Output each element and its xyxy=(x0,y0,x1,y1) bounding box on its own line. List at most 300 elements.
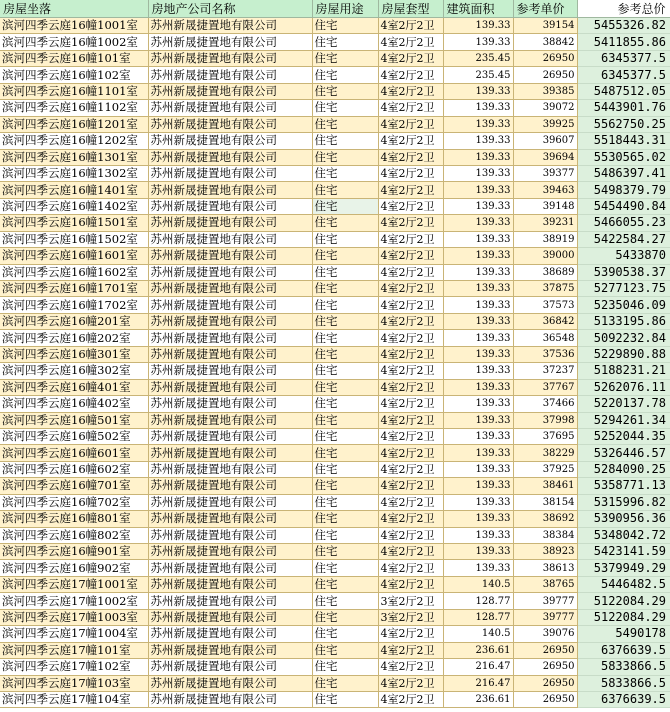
cell-total-price[interactable]: 5455326.82 xyxy=(577,18,670,34)
cell-total-price[interactable]: 5220137.78 xyxy=(577,396,670,412)
cell-location[interactable]: 滨河四季云庭17幢103室 xyxy=(0,675,148,691)
cell-usage[interactable]: 住宅 xyxy=(312,231,378,247)
cell-layout[interactable]: 4室2厅2卫 xyxy=(378,511,443,527)
cell-usage[interactable]: 住宅 xyxy=(312,675,378,691)
cell-layout[interactable]: 4室2厅2卫 xyxy=(378,412,443,428)
cell-unit-price[interactable]: 39925 xyxy=(513,116,577,132)
cell-location[interactable]: 滨河四季云庭16幢1301室 xyxy=(0,149,148,165)
cell-area[interactable]: 235.45 xyxy=(443,67,513,83)
cell-company[interactable]: 苏州新晟捷置地有限公司 xyxy=(148,116,312,132)
cell-unit-price[interactable]: 38689 xyxy=(513,264,577,280)
cell-layout[interactable]: 4室2厅2卫 xyxy=(378,478,443,494)
cell-usage[interactable]: 住宅 xyxy=(312,198,378,214)
cell-area[interactable]: 139.33 xyxy=(443,494,513,510)
cell-layout[interactable]: 4室2厅2卫 xyxy=(378,231,443,247)
cell-company[interactable]: 苏州新晟捷置地有限公司 xyxy=(148,231,312,247)
cell-location[interactable]: 滨河四季云庭16幢1401室 xyxy=(0,182,148,198)
cell-area[interactable]: 139.33 xyxy=(443,215,513,231)
cell-location[interactable]: 滨河四季云庭16幢402室 xyxy=(0,396,148,412)
cell-company[interactable]: 苏州新晟捷置地有限公司 xyxy=(148,609,312,625)
cell-layout[interactable]: 4室2厅2卫 xyxy=(378,675,443,691)
cell-layout[interactable]: 4室2厅2卫 xyxy=(378,313,443,329)
header-total-price[interactable]: 参考总价 xyxy=(577,0,670,18)
cell-total-price[interactable]: 5490178 xyxy=(577,626,670,642)
cell-layout[interactable]: 4室2厅2卫 xyxy=(378,626,443,642)
cell-area[interactable]: 236.61 xyxy=(443,691,513,707)
cell-unit-price[interactable]: 37466 xyxy=(513,396,577,412)
cell-usage[interactable]: 住宅 xyxy=(312,18,378,34)
cell-usage[interactable]: 住宅 xyxy=(312,461,378,477)
cell-company[interactable]: 苏州新晟捷置地有限公司 xyxy=(148,626,312,642)
cell-location[interactable]: 滨河四季云庭16幢501室 xyxy=(0,412,148,428)
cell-usage[interactable]: 住宅 xyxy=(312,511,378,527)
cell-unit-price[interactable]: 37536 xyxy=(513,346,577,362)
cell-unit-price[interactable]: 36842 xyxy=(513,313,577,329)
cell-layout[interactable]: 4室2厅2卫 xyxy=(378,330,443,346)
cell-area[interactable]: 139.33 xyxy=(443,100,513,116)
cell-total-price[interactable]: 5092232.84 xyxy=(577,330,670,346)
cell-layout[interactable]: 4室2厅2卫 xyxy=(378,461,443,477)
cell-company[interactable]: 苏州新晟捷置地有限公司 xyxy=(148,478,312,494)
cell-unit-price[interactable]: 37998 xyxy=(513,412,577,428)
cell-company[interactable]: 苏州新晟捷置地有限公司 xyxy=(148,593,312,609)
cell-layout[interactable]: 4室2厅2卫 xyxy=(378,445,443,461)
cell-unit-price[interactable]: 38923 xyxy=(513,544,577,560)
cell-total-price[interactable]: 5122084.29 xyxy=(577,593,670,609)
cell-company[interactable]: 苏州新晟捷置地有限公司 xyxy=(148,363,312,379)
cell-total-price[interactable]: 5315996.82 xyxy=(577,494,670,510)
cell-layout[interactable]: 3室2厅2卫 xyxy=(378,593,443,609)
cell-total-price[interactable]: 5446482.5 xyxy=(577,576,670,592)
cell-total-price[interactable]: 5326446.57 xyxy=(577,445,670,461)
cell-usage[interactable]: 住宅 xyxy=(312,297,378,313)
cell-usage[interactable]: 住宅 xyxy=(312,34,378,50)
cell-area[interactable]: 139.33 xyxy=(443,182,513,198)
cell-total-price[interactable]: 5252044.35 xyxy=(577,428,670,444)
cell-area[interactable]: 139.33 xyxy=(443,165,513,181)
cell-layout[interactable]: 4室2厅2卫 xyxy=(378,198,443,214)
cell-location[interactable]: 滨河四季云庭16幢101室 xyxy=(0,50,148,66)
cell-area[interactable]: 139.33 xyxy=(443,297,513,313)
cell-company[interactable]: 苏州新晟捷置地有限公司 xyxy=(148,691,312,707)
cell-total-price[interactable]: 6376639.5 xyxy=(577,642,670,658)
cell-usage[interactable]: 住宅 xyxy=(312,264,378,280)
cell-location[interactable]: 滨河四季云庭16幢502室 xyxy=(0,428,148,444)
cell-usage[interactable]: 住宅 xyxy=(312,659,378,675)
cell-area[interactable]: 139.33 xyxy=(443,116,513,132)
cell-unit-price[interactable]: 26950 xyxy=(513,691,577,707)
cell-unit-price[interactable]: 39385 xyxy=(513,83,577,99)
cell-total-price[interactable]: 6345377.5 xyxy=(577,67,670,83)
cell-unit-price[interactable]: 38842 xyxy=(513,34,577,50)
cell-total-price[interactable]: 5411855.86 xyxy=(577,34,670,50)
cell-area[interactable]: 139.33 xyxy=(443,281,513,297)
cell-location[interactable]: 滨河四季云庭17幢1002室 xyxy=(0,593,148,609)
cell-unit-price[interactable]: 38154 xyxy=(513,494,577,510)
cell-total-price[interactable]: 5433870 xyxy=(577,248,670,264)
cell-total-price[interactable]: 5262076.11 xyxy=(577,379,670,395)
cell-unit-price[interactable]: 38765 xyxy=(513,576,577,592)
cell-location[interactable]: 滨河四季云庭16幢1501室 xyxy=(0,215,148,231)
cell-total-price[interactable]: 5390538.37 xyxy=(577,264,670,280)
cell-company[interactable]: 苏州新晟捷置地有限公司 xyxy=(148,346,312,362)
cell-unit-price[interactable]: 39607 xyxy=(513,133,577,149)
cell-usage[interactable]: 住宅 xyxy=(312,363,378,379)
cell-usage[interactable]: 住宅 xyxy=(312,182,378,198)
cell-layout[interactable]: 4室2厅2卫 xyxy=(378,67,443,83)
cell-location[interactable]: 滨河四季云庭16幢301室 xyxy=(0,346,148,362)
cell-usage[interactable]: 住宅 xyxy=(312,445,378,461)
cell-total-price[interactable]: 5443901.76 xyxy=(577,100,670,116)
cell-usage[interactable]: 住宅 xyxy=(312,428,378,444)
cell-unit-price[interactable]: 37767 xyxy=(513,379,577,395)
cell-location[interactable]: 滨河四季云庭16幢1101室 xyxy=(0,83,148,99)
cell-location[interactable]: 滨河四季云庭16幢302室 xyxy=(0,363,148,379)
header-layout[interactable]: 房屋套型 xyxy=(378,0,443,18)
cell-usage[interactable]: 住宅 xyxy=(312,281,378,297)
cell-total-price[interactable]: 5562750.25 xyxy=(577,116,670,132)
cell-area[interactable]: 139.33 xyxy=(443,231,513,247)
cell-area[interactable]: 139.33 xyxy=(443,346,513,362)
cell-company[interactable]: 苏州新晟捷置地有限公司 xyxy=(148,34,312,50)
cell-area[interactable]: 139.33 xyxy=(443,34,513,50)
cell-layout[interactable]: 4室2厅2卫 xyxy=(378,691,443,707)
cell-location[interactable]: 滨河四季云庭16幢202室 xyxy=(0,330,148,346)
cell-area[interactable]: 128.77 xyxy=(443,609,513,625)
cell-total-price[interactable]: 5518443.31 xyxy=(577,133,670,149)
cell-unit-price[interactable]: 37237 xyxy=(513,363,577,379)
cell-layout[interactable]: 4室2厅2卫 xyxy=(378,264,443,280)
cell-area[interactable]: 139.33 xyxy=(443,544,513,560)
cell-unit-price[interactable]: 39154 xyxy=(513,18,577,34)
cell-total-price[interactable]: 5423141.59 xyxy=(577,544,670,560)
cell-total-price[interactable]: 5466055.23 xyxy=(577,215,670,231)
cell-layout[interactable]: 4室2厅2卫 xyxy=(378,544,443,560)
cell-location[interactable]: 滨河四季云庭16幢1601室 xyxy=(0,248,148,264)
cell-layout[interactable]: 4室2厅2卫 xyxy=(378,182,443,198)
cell-location[interactable]: 滨河四季云庭16幢802室 xyxy=(0,527,148,543)
cell-location[interactable]: 滨河四季云庭17幢104室 xyxy=(0,691,148,707)
cell-company[interactable]: 苏州新晟捷置地有限公司 xyxy=(148,511,312,527)
cell-location[interactable]: 滨河四季云庭16幢1701室 xyxy=(0,281,148,297)
cell-area[interactable]: 236.61 xyxy=(443,642,513,658)
cell-company[interactable]: 苏州新晟捷置地有限公司 xyxy=(148,544,312,560)
cell-layout[interactable]: 4室2厅2卫 xyxy=(378,248,443,264)
header-company[interactable]: 房地产公司名称 xyxy=(148,0,312,18)
cell-area[interactable]: 139.33 xyxy=(443,445,513,461)
cell-usage[interactable]: 住宅 xyxy=(312,412,378,428)
cell-company[interactable]: 苏州新晟捷置地有限公司 xyxy=(148,379,312,395)
cell-company[interactable]: 苏州新晟捷置地有限公司 xyxy=(148,313,312,329)
cell-company[interactable]: 苏州新晟捷置地有限公司 xyxy=(148,642,312,658)
cell-company[interactable]: 苏州新晟捷置地有限公司 xyxy=(148,428,312,444)
cell-location[interactable]: 滨河四季云庭16幢1102室 xyxy=(0,100,148,116)
cell-usage[interactable]: 住宅 xyxy=(312,50,378,66)
cell-location[interactable]: 滨河四季云庭16幢102室 xyxy=(0,67,148,83)
cell-total-price[interactable]: 5530565.02 xyxy=(577,149,670,165)
cell-layout[interactable]: 4室2厅2卫 xyxy=(378,215,443,231)
cell-unit-price[interactable]: 38229 xyxy=(513,445,577,461)
cell-unit-price[interactable]: 37875 xyxy=(513,281,577,297)
cell-unit-price[interactable]: 26950 xyxy=(513,675,577,691)
cell-area[interactable]: 139.33 xyxy=(443,133,513,149)
cell-area[interactable]: 139.33 xyxy=(443,330,513,346)
cell-usage[interactable]: 住宅 xyxy=(312,494,378,510)
cell-location[interactable]: 滨河四季云庭16幢1202室 xyxy=(0,133,148,149)
cell-unit-price[interactable]: 39231 xyxy=(513,215,577,231)
cell-usage[interactable]: 住宅 xyxy=(312,330,378,346)
cell-company[interactable]: 苏州新晟捷置地有限公司 xyxy=(148,281,312,297)
cell-total-price[interactable]: 5133195.86 xyxy=(577,313,670,329)
header-location[interactable]: 房屋坐落 xyxy=(0,0,148,18)
cell-usage[interactable]: 住宅 xyxy=(312,527,378,543)
cell-area[interactable]: 235.45 xyxy=(443,50,513,66)
cell-layout[interactable]: 4室2厅2卫 xyxy=(378,116,443,132)
cell-total-price[interactable]: 5229890.88 xyxy=(577,346,670,362)
cell-unit-price[interactable]: 37695 xyxy=(513,428,577,444)
cell-area[interactable]: 139.33 xyxy=(443,313,513,329)
cell-layout[interactable]: 4室2厅2卫 xyxy=(378,297,443,313)
cell-usage[interactable]: 住宅 xyxy=(312,593,378,609)
cell-usage[interactable]: 住宅 xyxy=(312,313,378,329)
cell-total-price[interactable]: 5422584.27 xyxy=(577,231,670,247)
cell-layout[interactable]: 4室2厅2卫 xyxy=(378,346,443,362)
cell-layout[interactable]: 4室2厅2卫 xyxy=(378,659,443,675)
cell-layout[interactable]: 4室2厅2卫 xyxy=(378,428,443,444)
cell-company[interactable]: 苏州新晟捷置地有限公司 xyxy=(148,149,312,165)
cell-area[interactable]: 128.77 xyxy=(443,593,513,609)
cell-layout[interactable]: 4室2厅2卫 xyxy=(378,379,443,395)
cell-unit-price[interactable]: 39377 xyxy=(513,165,577,181)
cell-area[interactable]: 139.33 xyxy=(443,461,513,477)
cell-company[interactable]: 苏州新晟捷置地有限公司 xyxy=(148,445,312,461)
cell-layout[interactable]: 4室2厅2卫 xyxy=(378,560,443,576)
cell-usage[interactable]: 住宅 xyxy=(312,379,378,395)
cell-location[interactable]: 滨河四季云庭16幢1001室 xyxy=(0,18,148,34)
cell-usage[interactable]: 住宅 xyxy=(312,100,378,116)
cell-usage[interactable]: 住宅 xyxy=(312,560,378,576)
cell-area[interactable]: 139.33 xyxy=(443,379,513,395)
cell-company[interactable]: 苏州新晟捷置地有限公司 xyxy=(148,330,312,346)
cell-total-price[interactable]: 5486397.41 xyxy=(577,165,670,181)
cell-area[interactable]: 139.33 xyxy=(443,18,513,34)
cell-company[interactable]: 苏州新晟捷置地有限公司 xyxy=(148,527,312,543)
cell-area[interactable]: 139.33 xyxy=(443,396,513,412)
cell-location[interactable]: 滨河四季云庭16幢601室 xyxy=(0,445,148,461)
cell-location[interactable]: 滨河四季云庭16幢701室 xyxy=(0,478,148,494)
cell-location[interactable]: 滨河四季云庭16幢201室 xyxy=(0,313,148,329)
cell-area[interactable]: 139.33 xyxy=(443,264,513,280)
cell-company[interactable]: 苏州新晟捷置地有限公司 xyxy=(148,297,312,313)
cell-unit-price[interactable]: 38384 xyxy=(513,527,577,543)
cell-area[interactable]: 139.33 xyxy=(443,428,513,444)
cell-layout[interactable]: 4室2厅2卫 xyxy=(378,494,443,510)
cell-layout[interactable]: 4室2厅2卫 xyxy=(378,396,443,412)
cell-area[interactable]: 216.47 xyxy=(443,675,513,691)
cell-area[interactable]: 139.33 xyxy=(443,363,513,379)
cell-area[interactable]: 139.33 xyxy=(443,560,513,576)
header-usage[interactable]: 房屋用途 xyxy=(312,0,378,18)
cell-usage[interactable]: 住宅 xyxy=(312,215,378,231)
cell-unit-price[interactable]: 38461 xyxy=(513,478,577,494)
cell-usage[interactable]: 住宅 xyxy=(312,396,378,412)
cell-company[interactable]: 苏州新晟捷置地有限公司 xyxy=(148,215,312,231)
cell-area[interactable]: 139.33 xyxy=(443,83,513,99)
header-unit-price[interactable]: 参考单价 xyxy=(513,0,577,18)
cell-layout[interactable]: 4室2厅2卫 xyxy=(378,100,443,116)
cell-layout[interactable]: 4室2厅2卫 xyxy=(378,576,443,592)
cell-usage[interactable]: 住宅 xyxy=(312,576,378,592)
cell-area[interactable]: 139.33 xyxy=(443,527,513,543)
cell-usage[interactable]: 住宅 xyxy=(312,544,378,560)
cell-location[interactable]: 滨河四季云庭17幢1001室 xyxy=(0,576,148,592)
cell-layout[interactable]: 4室2厅2卫 xyxy=(378,165,443,181)
cell-company[interactable]: 苏州新晟捷置地有限公司 xyxy=(148,494,312,510)
cell-total-price[interactable]: 6345377.5 xyxy=(577,50,670,66)
cell-unit-price[interactable]: 39463 xyxy=(513,182,577,198)
cell-company[interactable]: 苏州新晟捷置地有限公司 xyxy=(148,248,312,264)
cell-company[interactable]: 苏州新晟捷置地有限公司 xyxy=(148,182,312,198)
cell-unit-price[interactable]: 26950 xyxy=(513,659,577,675)
cell-area[interactable]: 139.33 xyxy=(443,511,513,527)
cell-usage[interactable]: 住宅 xyxy=(312,165,378,181)
cell-location[interactable]: 滨河四季云庭17幢101室 xyxy=(0,642,148,658)
cell-usage[interactable]: 住宅 xyxy=(312,609,378,625)
cell-location[interactable]: 滨河四季云庭17幢1003室 xyxy=(0,609,148,625)
cell-usage[interactable]: 住宅 xyxy=(312,642,378,658)
cell-layout[interactable]: 4室2厅2卫 xyxy=(378,527,443,543)
cell-unit-price[interactable]: 39076 xyxy=(513,626,577,642)
cell-total-price[interactable]: 5284090.25 xyxy=(577,461,670,477)
cell-company[interactable]: 苏州新晟捷置地有限公司 xyxy=(148,165,312,181)
cell-usage[interactable]: 住宅 xyxy=(312,149,378,165)
cell-total-price[interactable]: 5833866.5 xyxy=(577,675,670,691)
cell-total-price[interactable]: 5277123.75 xyxy=(577,281,670,297)
cell-company[interactable]: 苏州新晟捷置地有限公司 xyxy=(148,18,312,34)
cell-total-price[interactable]: 5294261.34 xyxy=(577,412,670,428)
cell-unit-price[interactable]: 39694 xyxy=(513,149,577,165)
cell-unit-price[interactable]: 37573 xyxy=(513,297,577,313)
cell-location[interactable]: 滨河四季云庭16幢901室 xyxy=(0,544,148,560)
cell-company[interactable]: 苏州新晟捷置地有限公司 xyxy=(148,659,312,675)
cell-total-price[interactable]: 6376639.5 xyxy=(577,691,670,707)
cell-layout[interactable]: 4室2厅2卫 xyxy=(378,50,443,66)
cell-total-price[interactable]: 5348042.72 xyxy=(577,527,670,543)
cell-usage[interactable]: 住宅 xyxy=(312,478,378,494)
cell-unit-price[interactable]: 26950 xyxy=(513,642,577,658)
cell-unit-price[interactable]: 38919 xyxy=(513,231,577,247)
cell-total-price[interactable]: 5833866.5 xyxy=(577,659,670,675)
cell-total-price[interactable]: 5390956.36 xyxy=(577,511,670,527)
cell-company[interactable]: 苏州新晟捷置地有限公司 xyxy=(148,461,312,477)
cell-unit-price[interactable]: 26950 xyxy=(513,50,577,66)
cell-usage[interactable]: 住宅 xyxy=(312,346,378,362)
cell-usage[interactable]: 住宅 xyxy=(312,116,378,132)
cell-layout[interactable]: 4室2厅2卫 xyxy=(378,34,443,50)
cell-area[interactable]: 139.33 xyxy=(443,248,513,264)
cell-location[interactable]: 滨河四季云庭16幢1502室 xyxy=(0,231,148,247)
cell-area[interactable]: 216.47 xyxy=(443,659,513,675)
cell-location[interactable]: 滨河四季云庭16幢1201室 xyxy=(0,116,148,132)
cell-layout[interactable]: 4室2厅2卫 xyxy=(378,133,443,149)
cell-company[interactable]: 苏州新晟捷置地有限公司 xyxy=(148,50,312,66)
cell-company[interactable]: 苏州新晟捷置地有限公司 xyxy=(148,198,312,214)
cell-company[interactable]: 苏州新晟捷置地有限公司 xyxy=(148,83,312,99)
cell-location[interactable]: 滨河四季云庭16幢1302室 xyxy=(0,165,148,181)
cell-company[interactable]: 苏州新晟捷置地有限公司 xyxy=(148,396,312,412)
cell-layout[interactable]: 4室2厅2卫 xyxy=(378,363,443,379)
cell-company[interactable]: 苏州新晟捷置地有限公司 xyxy=(148,100,312,116)
cell-total-price[interactable]: 5235046.09 xyxy=(577,297,670,313)
cell-usage[interactable]: 住宅 xyxy=(312,67,378,83)
cell-company[interactable]: 苏州新晟捷置地有限公司 xyxy=(148,412,312,428)
cell-usage[interactable]: 住宅 xyxy=(312,133,378,149)
cell-usage[interactable]: 住宅 xyxy=(312,626,378,642)
cell-unit-price[interactable]: 39000 xyxy=(513,248,577,264)
cell-company[interactable]: 苏州新晟捷置地有限公司 xyxy=(148,560,312,576)
cell-unit-price[interactable]: 38692 xyxy=(513,511,577,527)
cell-company[interactable]: 苏州新晟捷置地有限公司 xyxy=(148,264,312,280)
cell-total-price[interactable]: 5487512.05 xyxy=(577,83,670,99)
cell-location[interactable]: 滨河四季云庭16幢1002室 xyxy=(0,34,148,50)
cell-area[interactable]: 139.33 xyxy=(443,412,513,428)
cell-location[interactable]: 滨河四季云庭16幢1702室 xyxy=(0,297,148,313)
cell-usage[interactable]: 住宅 xyxy=(312,83,378,99)
cell-location[interactable]: 滨河四季云庭16幢1402室 xyxy=(0,198,148,214)
cell-unit-price[interactable]: 39148 xyxy=(513,198,577,214)
cell-unit-price[interactable]: 37925 xyxy=(513,461,577,477)
cell-location[interactable]: 滨河四季云庭17幢102室 xyxy=(0,659,148,675)
cell-layout[interactable]: 4室2厅2卫 xyxy=(378,281,443,297)
cell-area[interactable]: 140.5 xyxy=(443,576,513,592)
cell-location[interactable]: 滨河四季云庭16幢602室 xyxy=(0,461,148,477)
cell-total-price[interactable]: 5498379.79 xyxy=(577,182,670,198)
cell-location[interactable]: 滨河四季云庭16幢801室 xyxy=(0,511,148,527)
cell-usage[interactable]: 住宅 xyxy=(312,248,378,264)
cell-total-price[interactable]: 5122084.29 xyxy=(577,609,670,625)
cell-total-price[interactable]: 5358771.13 xyxy=(577,478,670,494)
cell-company[interactable]: 苏州新晟捷置地有限公司 xyxy=(148,133,312,149)
cell-company[interactable]: 苏州新晟捷置地有限公司 xyxy=(148,67,312,83)
cell-layout[interactable]: 4室2厅2卫 xyxy=(378,18,443,34)
cell-layout[interactable]: 3室2厅2卫 xyxy=(378,609,443,625)
cell-location[interactable]: 滨河四季云庭16幢902室 xyxy=(0,560,148,576)
cell-unit-price[interactable]: 36548 xyxy=(513,330,577,346)
cell-location[interactable]: 滨河四季云庭16幢702室 xyxy=(0,494,148,510)
cell-area[interactable]: 140.5 xyxy=(443,626,513,642)
cell-total-price[interactable]: 5379949.29 xyxy=(577,560,670,576)
cell-company[interactable]: 苏州新晟捷置地有限公司 xyxy=(148,675,312,691)
cell-location[interactable]: 滨河四季云庭16幢1602室 xyxy=(0,264,148,280)
cell-unit-price[interactable]: 39777 xyxy=(513,593,577,609)
cell-area[interactable]: 139.33 xyxy=(443,478,513,494)
cell-area[interactable]: 139.33 xyxy=(443,149,513,165)
cell-layout[interactable]: 4室2厅2卫 xyxy=(378,642,443,658)
header-area[interactable]: 建筑面积 xyxy=(443,0,513,18)
cell-location[interactable]: 滨河四季云庭16幢401室 xyxy=(0,379,148,395)
cell-layout[interactable]: 4室2厅2卫 xyxy=(378,149,443,165)
cell-unit-price[interactable]: 39072 xyxy=(513,100,577,116)
cell-unit-price[interactable]: 38613 xyxy=(513,560,577,576)
cell-company[interactable]: 苏州新晟捷置地有限公司 xyxy=(148,576,312,592)
cell-area[interactable]: 139.33 xyxy=(443,198,513,214)
cell-location[interactable]: 滨河四季云庭17幢1004室 xyxy=(0,626,148,642)
cell-unit-price[interactable]: 39777 xyxy=(513,609,577,625)
cell-total-price[interactable]: 5454490.84 xyxy=(577,198,670,214)
cell-total-price[interactable]: 5188231.21 xyxy=(577,363,670,379)
cell-unit-price[interactable]: 26950 xyxy=(513,67,577,83)
cell-layout[interactable]: 4室2厅2卫 xyxy=(378,83,443,99)
